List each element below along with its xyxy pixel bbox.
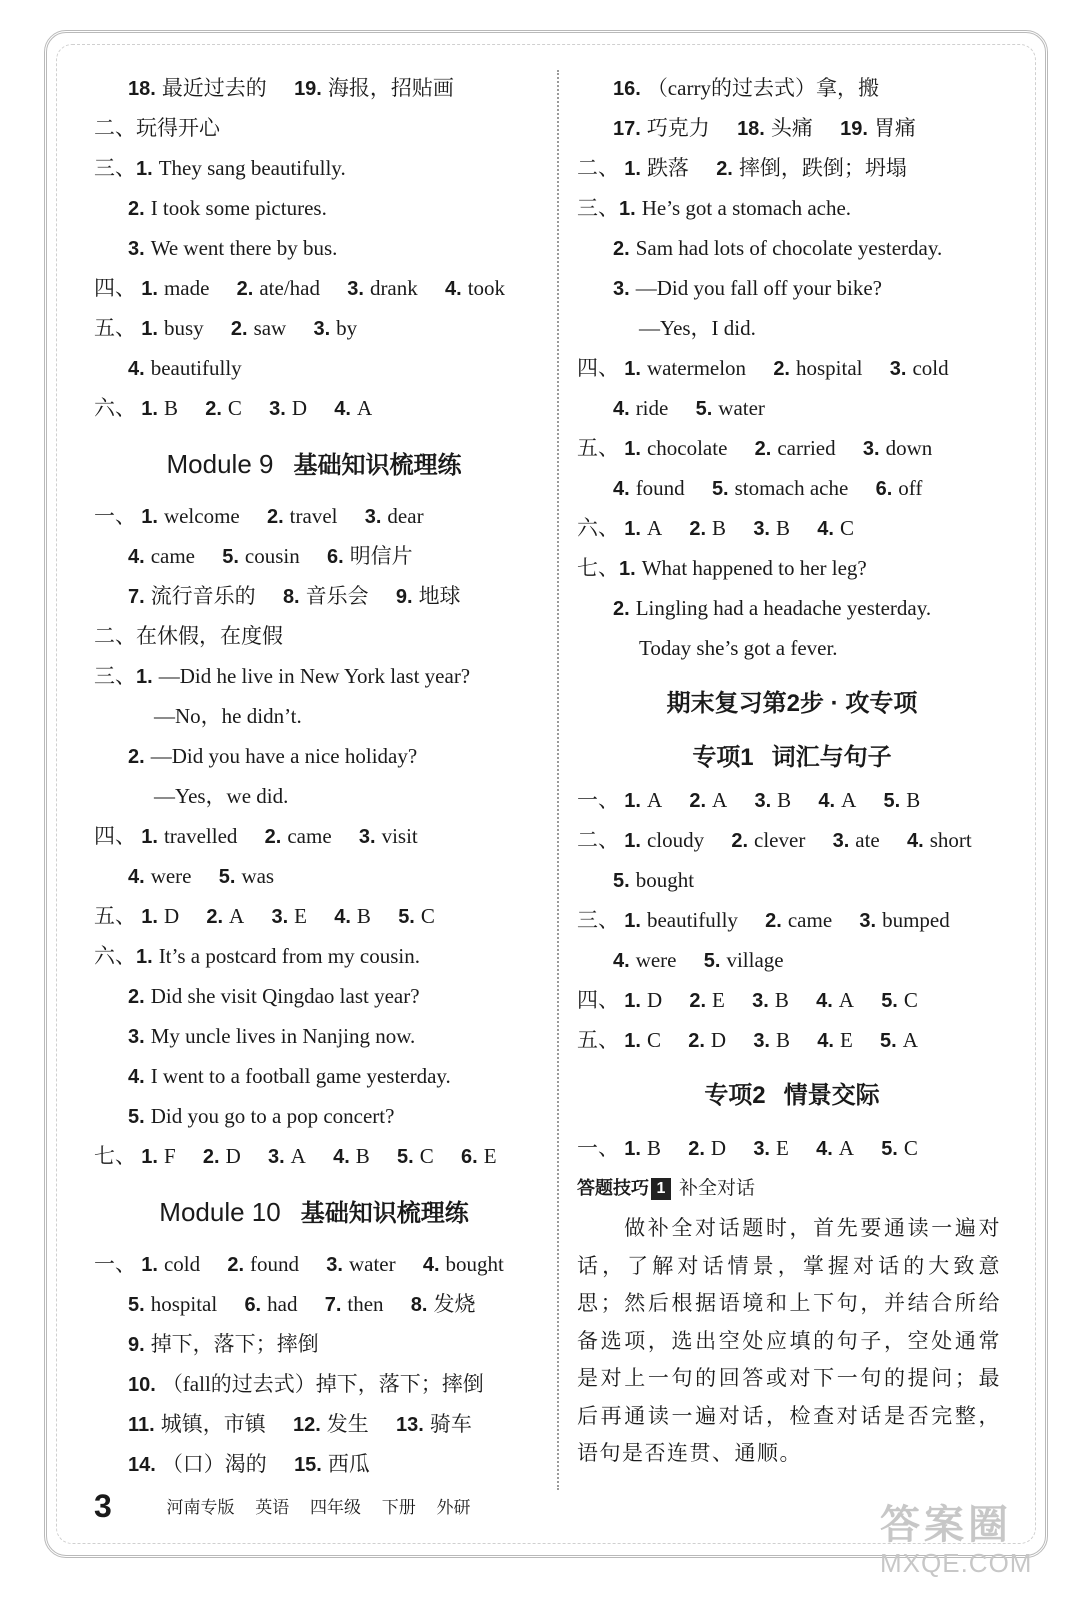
answer-line: 五、 1. busy 2. saw 3. by	[94, 316, 358, 340]
watermark-logo: 答案圈 MXQE.COM	[880, 1503, 1033, 1578]
answer-line: 三、1. —Did he live in New York last year?	[94, 664, 471, 688]
answer-line: 4. were 5. was	[128, 864, 275, 888]
answer-line: 2. —Did you have a nice holiday?	[128, 744, 418, 768]
answer-line: 三、1. They sang beautifully.	[94, 156, 346, 180]
section-heading-final-review: 期末复习第2步 · 攻专项	[666, 690, 918, 717]
answer-line: 2. Lingling had a headache yesterday.	[613, 596, 932, 620]
answer-line: 10. （fall的过去式）掉下，落下；摔倒	[128, 1372, 484, 1396]
section-heading-module-10: Module 10 基础知识梳理练	[159, 1197, 469, 1227]
answer-line: 五、 1. C 2. D 3. B 4. E 5. A	[577, 1028, 918, 1052]
answer-line: 四、 1. made 2. ate/had 3. drank 4. took	[94, 276, 506, 300]
answer-line: 2. Sam had lots of chocolate yesterday.	[613, 236, 943, 260]
answer-line: 4. were 5. village	[613, 948, 784, 972]
answer-line: 四、 1. travelled 2. came 3. visit	[94, 824, 418, 848]
answer-line: 18. 最近过去的 19. 海报，招贴画	[128, 76, 454, 100]
footer-grade: 四年级	[310, 1498, 361, 1517]
answer-line: 二、 1. 跌落 2. 摔倒，跌倒；坍塌	[577, 156, 907, 180]
answer-line: 六、 1. B 2. C 3. D 4. A	[94, 396, 373, 420]
answer-line: 7. 流行音乐的 8. 音乐会 9. 地球	[128, 584, 461, 608]
answer-line: 4. ride 5. water	[613, 396, 765, 420]
answer-line: 4. beautifully	[128, 356, 242, 380]
page-footer	[94, 1486, 486, 1526]
answer-line: 3. —Did you fall off your bike?	[613, 276, 882, 300]
column-divider	[557, 70, 559, 1490]
answer-line: —No，he didn’t.	[154, 704, 302, 728]
answer-line: 四、 1. D 2. E 3. B 4. A 5. C	[577, 988, 918, 1012]
answer-line: 三、 1. beautifully 2. came 3. bumped	[577, 908, 950, 932]
answer-line: 5. hospital 6. had 7. then 8. 发烧	[128, 1292, 476, 1316]
section-heading-module-9: Module 9 基础知识梳理练	[166, 449, 462, 479]
answer-line: 9. 掉下，落下；摔倒	[128, 1332, 319, 1356]
answer-line: 一、 1. A 2. A 3. B 4. A 5. B	[577, 788, 921, 812]
answer-line: 二、 1. cloudy 2. clever 3. ate 4. short	[577, 828, 972, 852]
answer-line: 五、 1. chocolate 2. carried 3. down	[577, 436, 933, 460]
footer-edition: 河南专版	[166, 1498, 235, 1517]
answer-line: 一、 1. cold 2. found 3. water 4. bought	[94, 1252, 504, 1276]
answer-line: 17. 巧克力 18. 头痛 19. 胃痛	[613, 116, 916, 140]
answer-line: 16. （carry的过去式）拿，搬	[613, 76, 879, 100]
answer-line: 七、 1. F 2. D 3. A 4. B 5. C 6. E	[94, 1144, 497, 1168]
answer-line: 六、 1. A 2. B 3. B 4. C	[577, 516, 854, 540]
tip-body: 做补全对话题时，首先要通读一遍对话，了解对话情景，掌握对话的大致意思；然后根据语境和上下句，并结合所给备选项，选出空处应填的句子，空处通常是对上一句的回答或对下一句的提问；最后再通读一遍对话，检查对话是否完整，语句是否连贯、通顺。	[577, 1216, 1001, 1465]
answer-line: Today she’s got a fever.	[639, 636, 838, 660]
footer-subject: 英语	[255, 1498, 290, 1517]
answer-line: 四、 1. watermelon 2. hospital 3. cold	[577, 356, 949, 380]
answer-line: 二、在休假，在度假	[94, 624, 283, 648]
section-heading-topic-1: 专项1 词汇与句子	[692, 744, 892, 771]
tip-number-badge: 1	[651, 1178, 671, 1200]
answer-line: 2. Did she visit Qingdao last year?	[128, 984, 420, 1008]
answer-line: 2. I took some pictures.	[128, 196, 327, 220]
tip-label: 答题技巧	[577, 1178, 649, 1198]
answer-line: 4. found 5. stomach ache 6. off	[613, 476, 923, 500]
tip-header	[577, 1168, 1007, 1208]
answer-line: 3. We went there by bus.	[128, 236, 338, 260]
answer-line: —Yes，I did.	[639, 316, 756, 340]
answer-line: 4. I went to a football game yesterday.	[128, 1064, 451, 1088]
page-number: 3	[94, 1488, 112, 1524]
answer-line: 一、 1. B 2. D 3. E 4. A 5. C	[577, 1136, 918, 1160]
left-column	[94, 68, 534, 1484]
section-heading-topic-2: 专项2 情景交际	[704, 1082, 880, 1109]
answer-line: 二、玩得开心	[94, 116, 220, 140]
footer-volume: 下册	[381, 1498, 416, 1517]
answer-line: 3. My uncle lives in Nanjing now.	[128, 1024, 416, 1048]
answer-line: 11. 城镇，市镇 12. 发生 13. 骑车	[128, 1412, 472, 1436]
footer-publisher: 外研	[436, 1498, 471, 1517]
answer-line: 七、1. What happened to her leg?	[577, 556, 867, 580]
answer-line: 三、1. He’s got a stomach ache.	[577, 196, 852, 220]
answer-line: 五、 1. D 2. A 3. E 4. B 5. C	[94, 904, 435, 928]
right-column	[577, 68, 1007, 1473]
answer-line: 4. came 5. cousin 6. 明信片	[128, 544, 413, 568]
answer-line: 一、 1. welcome 2. travel 3. dear	[94, 504, 424, 528]
answer-line: 14. （口）渴的 15. 西瓜	[128, 1452, 370, 1476]
tip-title: 补全对话	[679, 1178, 756, 1199]
answer-line: —Yes，we did.	[154, 784, 289, 808]
answer-line: 5. bought	[613, 868, 695, 892]
answer-line: 六、1. It’s a postcard from my cousin.	[94, 944, 420, 968]
answer-line: 5. Did you go to a pop concert?	[128, 1104, 395, 1128]
